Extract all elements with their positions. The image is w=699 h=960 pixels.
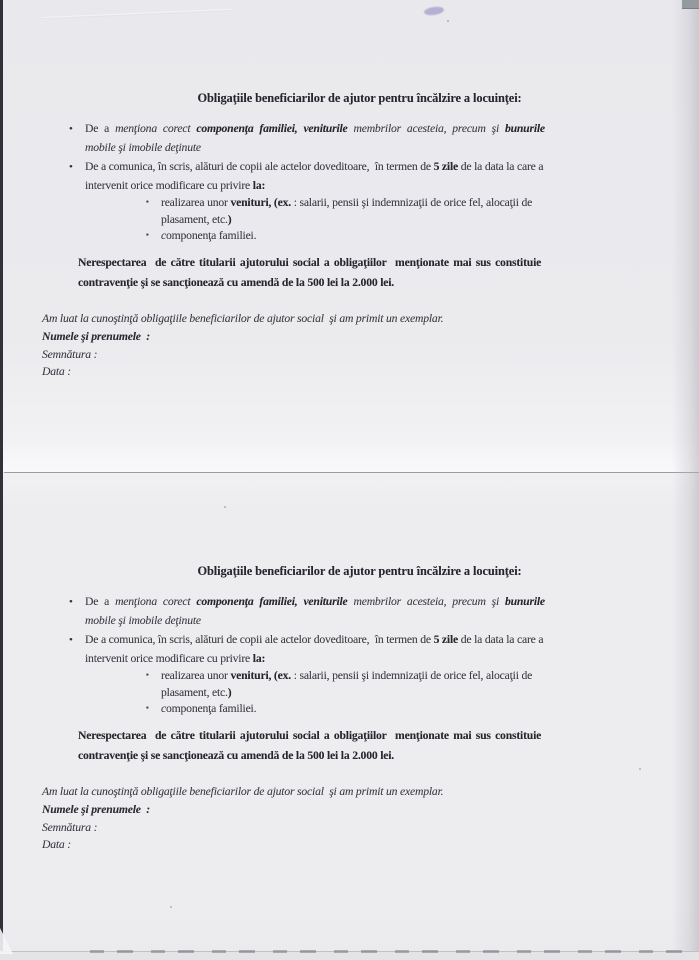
- signature-field-label: Semnătura :: [42, 348, 98, 361]
- sanction-warning: [78, 253, 581, 293]
- page-separator-line: [4, 472, 699, 473]
- sub-bullet-2-line-1: componenţa familiei.: [161, 229, 257, 242]
- acknowledgement-text: Am luat la cunoştinţă obligaţiile beneficiarilor de ajutor social şi am primit un exemplar.: [42, 312, 444, 325]
- bullet-2-line-1: De a comunica, în scris, alături de copii ale actelor doveditoare, în termen de 5 zile de la data la care a: [85, 160, 544, 173]
- warning-line-2: contravenţie şi se sancţionează cu amendă de la 500 lei la 2.000 lei.: [78, 749, 395, 762]
- acknowledgement-text: Am luat la cunoştinţă obligaţiile beneficiarilor de ajutor social şi am primit un exemplar.: [42, 785, 444, 798]
- bullet-icon: •: [69, 161, 73, 173]
- bullet-icon: •: [69, 634, 73, 646]
- sub-bullet-1-line-1: realizarea unor venituri, (ex. : salarii, pensii şi indemnizaţii de orice fel, alocaţii de: [161, 196, 533, 209]
- bullet-item-2: [69, 158, 580, 195]
- square-bullet-icon: ▪: [146, 670, 149, 679]
- document-copy-2: [0, 473, 699, 952]
- bullet-1-line-1: De a menţiona corect componenţa familiei, veniturile membrilor acesteia, precum şi bunurile: [85, 122, 545, 135]
- warning-line-2: contravenţie şi se sancţionează cu amendă de la 500 lei la 2.000 lei.: [78, 276, 395, 289]
- date-field-label: Data :: [42, 838, 71, 851]
- sanction-warning: [78, 726, 581, 766]
- torn-bottom-edge: [0, 951, 699, 960]
- dust-speck: [447, 20, 449, 22]
- square-bullet-icon: ▪: [146, 703, 149, 712]
- sub-bullet-item-1: [146, 668, 580, 701]
- bullet-2-line-2: intervenit orice modificare cu privire la:: [85, 651, 266, 665]
- sub-bullet-1-line-2: plasament, etc.): [161, 212, 232, 226]
- name-field-label: Numele şi prenumele :: [42, 330, 150, 343]
- date-field-label: Data :: [42, 365, 71, 378]
- dust-speck: [170, 906, 172, 908]
- page-edge-highlight: [0, 440, 699, 472]
- sub-bullet-item-1: [146, 195, 580, 228]
- name-field-label: Numele şi prenumele :: [42, 803, 150, 816]
- sub-bullet-item-2: [146, 228, 580, 245]
- sub-bullet-item-2: [146, 701, 580, 718]
- bullet-1-line-1: De a menţiona corect componenţa familiei, veniturile membrilor acesteia, precum şi bunurile: [85, 595, 545, 608]
- signature-field-label: Semnătura :: [42, 821, 98, 834]
- paper-corner-flap: [0, 928, 13, 954]
- sub-bullet-1-line-2: plasament, etc.): [161, 685, 232, 699]
- square-bullet-icon: ▪: [146, 197, 149, 206]
- square-bullet-icon: ▪: [146, 230, 149, 239]
- bullet-item-1: [69, 593, 580, 630]
- bullet-2-line-2: intervenit orice modificare cu privire la:: [85, 178, 266, 192]
- scan-left-edge: [0, 0, 3, 960]
- corner-notch: [682, 0, 699, 9]
- bullet-2-line-1: De a comunica, în scris, alături de copii ale actelor doveditoare, în termen de 5 zile de la data la care a: [85, 633, 544, 646]
- sub-bullet-1-line-1: realizarea unor venituri, (ex. : salarii, pensii şi indemnizaţii de orice fel, alocaţii de: [161, 669, 533, 682]
- bullet-item-1: [69, 120, 580, 157]
- right-edge-shadow: [672, 0, 699, 960]
- page-title: Obligaţiile beneficiarilor de ajutor pentru încălzire a locuinţei:: [197, 564, 522, 579]
- warning-line-1: Nerespectarea de către titularii ajutorului social a obligaţiilor menţionate mai sus constituie: [78, 256, 542, 269]
- bullet-1-line-2: mobile şi imobile deţinute: [85, 140, 201, 154]
- bullet-icon: •: [69, 596, 73, 608]
- dust-speck: [224, 506, 226, 508]
- dust-speck: [639, 768, 641, 770]
- bullet-icon: •: [69, 123, 73, 135]
- sub-bullet-2-line-1: componenţa familiei.: [161, 702, 257, 715]
- document-copy-1: [0, 0, 699, 472]
- warning-line-1: Nerespectarea de către titularii ajutorului social a obligaţiilor menţionate mai sus constituie: [78, 729, 542, 742]
- bullet-1-line-2: mobile şi imobile deţinute: [85, 613, 201, 627]
- page-title: Obligaţiile beneficiarilor de ajutor pentru încălzire a locuinţei:: [197, 91, 522, 106]
- bullet-item-2: [69, 631, 580, 668]
